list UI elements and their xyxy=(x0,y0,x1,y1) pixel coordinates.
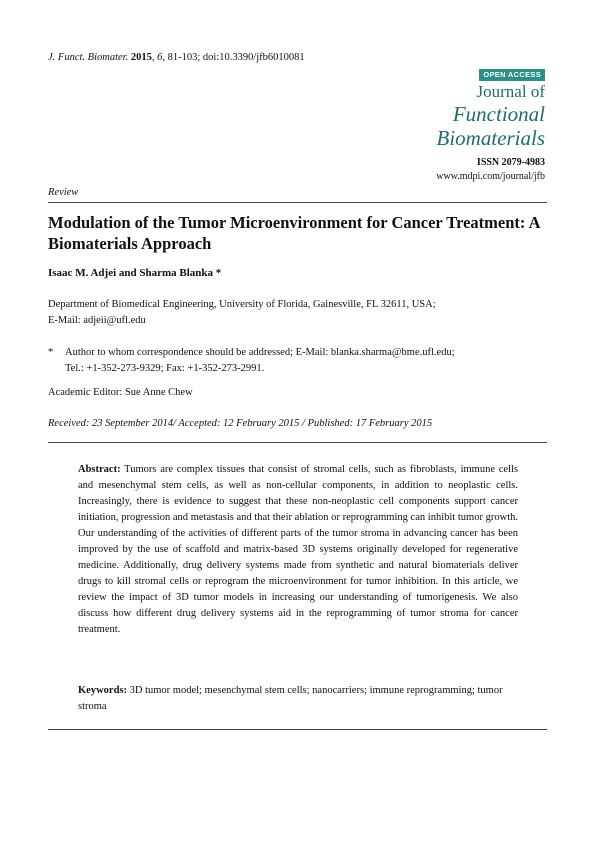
journal-abbreviation: J. Funct. Biomater. xyxy=(48,52,129,63)
journal-masthead xyxy=(437,82,546,150)
keywords xyxy=(78,683,518,715)
authors: Isaac M. Adjei and Sharma Blanka * xyxy=(48,267,222,279)
correspondence-line-2: Tel.: +1-352-273-9329; Fax: +1-352-273-2991. xyxy=(65,363,265,374)
citation-volume: 6 xyxy=(157,52,163,63)
abstract-label: Abstract: xyxy=(78,464,121,475)
citation-year: 2015 xyxy=(130,52,152,63)
article-type: Review xyxy=(48,187,79,198)
keywords-text: 3D tumor model; mesenchymal stem cells; nanocarriers; immune reprogramming; tumor stroma xyxy=(78,685,503,712)
issn: ISSN 2079-4983 xyxy=(476,157,545,168)
correspondence xyxy=(48,345,548,377)
journal-url[interactable]: www.mdpi.com/journal/jfb xyxy=(436,171,545,182)
header-divider xyxy=(48,202,547,203)
publication-dates: Received: 23 September 2014/ Accepted: 12 February 2015 / Published: 17 February 2015 xyxy=(48,418,433,429)
affiliation-line: Department of Biomedical Engineering, University of Florida, Gainesville, FL 32611, USA; xyxy=(48,299,436,310)
open-access-badge: OPEN ACCESS xyxy=(479,69,545,81)
journal-citation: J. Funct. Biomater. 2015, 6, 81-103; doi:10.3390/jfb6010081 xyxy=(48,52,305,63)
affiliation xyxy=(48,297,548,329)
journal-name-line-1: Functional xyxy=(452,102,545,126)
dates-divider xyxy=(48,442,547,443)
academic-editor: Academic Editor: Sue Anne Chew xyxy=(48,387,193,398)
correspondence-line-1: Author to whom correspondence should be addressed; E-Mail: blanka.sharma@bme.ufl.edu; xyxy=(65,347,455,358)
keywords-label: Keywords: xyxy=(78,685,127,696)
journal-name-line-2: Biomaterials xyxy=(436,126,545,150)
article-title: Modulation of the Tumor Microenvironment for Cancer Treatment: A Biomaterials Approach xyxy=(48,213,540,253)
abstract xyxy=(78,462,518,638)
abstract-text: Tumors are complex tissues that consist of stromal cells, such as fibroblasts, immune cells and mesenchymal stem cells, as well as non-cellular components, in addition to neoplastic cells. Increasingly, there is evidence to suggest that these non-neoplastic cell components support cancer initiation, progression and metastasis and that their ablation or reprogramming can inhibit tumor growth. Our understanding of the activities of different parts of the tumor stroma in advancing cancer has been improved by the use of scaffold and matrix-based 3D systems originally developed for regenerative medicine. Additionally, drug delivery systems made from synthetic and natural biomaterials deliver drugs to kill stromal cells or reprogram the microenvironment for tumor inhibition. In this article, we review the impact of 3D tumor models in increasing our understanding of tumorigenesis. We also discuss how different drug delivery systems aid in the reprogramming of tumor stroma for cancer treatment. xyxy=(78,464,518,635)
citation-pages-doi: , 81-103; doi:10.3390/jfb6010081 xyxy=(162,52,305,63)
footer-divider xyxy=(48,729,547,730)
journal-of-label: Journal of xyxy=(476,82,545,101)
author-email[interactable]: E-Mail: adjeii@ufl.edu xyxy=(48,315,146,326)
correspondence-star: * xyxy=(48,347,54,358)
